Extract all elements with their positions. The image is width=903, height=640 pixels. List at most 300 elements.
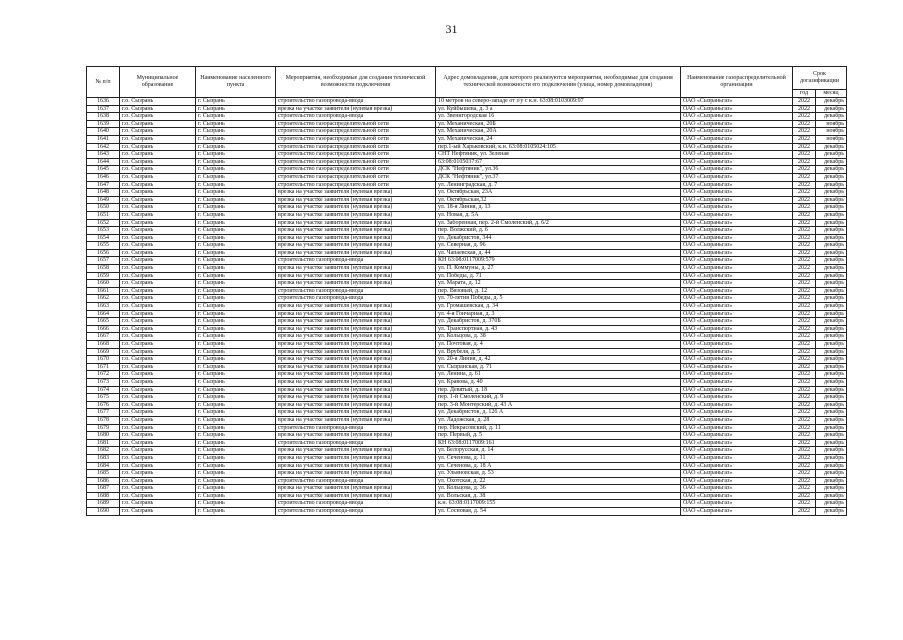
cell-municipality: г.о. Сызрань xyxy=(120,295,196,303)
cell-measure: строительство газопровода-ввода xyxy=(276,113,436,121)
cell-organization: ОАО «Сызраньгаз» xyxy=(681,310,793,318)
cell-num: 1687 xyxy=(87,485,120,493)
cell-num: 1674 xyxy=(87,386,120,394)
cell-num: 1652 xyxy=(87,219,120,227)
cell-year: 2022 xyxy=(793,348,816,356)
cell-municipality: г.о. Сызрань xyxy=(120,416,196,424)
cell-month: декабрь xyxy=(816,477,847,485)
cell-organization: ОАО «Сызраньгаз» xyxy=(681,196,793,204)
cell-settlement: г. Сызрань xyxy=(196,158,276,166)
cell-num: 1655 xyxy=(87,242,120,250)
cell-municipality: г.о. Сызрань xyxy=(120,356,196,364)
cell-address: СНТ Нефтяник, ул. Зеленая xyxy=(436,151,681,159)
cell-municipality: г.о. Сызрань xyxy=(120,128,196,136)
table-row xyxy=(87,500,847,508)
cell-measure: врезка на участке заявителя (нулевая врезка) xyxy=(276,394,436,402)
cell-measure: строительство газопровода-ввода xyxy=(276,257,436,265)
cell-settlement: г. Сызрань xyxy=(196,454,276,462)
cell-municipality: г.о. Сызрань xyxy=(120,135,196,143)
cell-year: 2022 xyxy=(793,409,816,417)
cell-year: 2022 xyxy=(793,325,816,333)
cell-municipality: г.о. Сызрань xyxy=(120,348,196,356)
cell-num: 1649 xyxy=(87,196,120,204)
cell-measure: врезка на участке заявителя (нулевая врезка) xyxy=(276,310,436,318)
header-measure: Мероприятия, необходимые для создания технической возможности подключения xyxy=(276,67,436,98)
cell-organization: ОАО «Сызраньгаз» xyxy=(681,386,793,394)
cell-settlement: г. Сызрань xyxy=(196,151,276,159)
header-settlement: Наименование населенного пункта xyxy=(196,67,276,98)
cell-num: 1646 xyxy=(87,173,120,181)
cell-num: 1665 xyxy=(87,318,120,326)
gasification-table xyxy=(86,66,847,516)
cell-num: 1662 xyxy=(87,295,120,303)
table-row xyxy=(87,242,847,250)
cell-measure: строительство газораспределительной сети xyxy=(276,128,436,136)
cell-address: ул. Транспортная, д. 43 xyxy=(436,325,681,333)
cell-measure: врезка на участке заявителя (нулевая врезка) xyxy=(276,401,436,409)
cell-municipality: г.о. Сызрань xyxy=(120,211,196,219)
cell-address: ул. Механическая, 20А xyxy=(436,128,681,136)
cell-address: ул. Октябрьская, 23А xyxy=(436,189,681,197)
cell-measure: врезка на участке заявителя (нулевая врезка) xyxy=(276,386,436,394)
cell-measure: строительство газораспределительной сети xyxy=(276,158,436,166)
cell-settlement: г. Сызрань xyxy=(196,416,276,424)
table-row xyxy=(87,386,847,394)
table-row xyxy=(87,280,847,288)
cell-num: 1637 xyxy=(87,105,120,113)
cell-organization: ОАО «Сызраньгаз» xyxy=(681,227,793,235)
cell-num: 1684 xyxy=(87,462,120,470)
table-row xyxy=(87,401,847,409)
cell-num: 1660 xyxy=(87,280,120,288)
cell-measure: строительство газораспределительной сети xyxy=(276,120,436,128)
cell-address: пер. Некрасовский, д. 11 xyxy=(436,424,681,432)
cell-measure: строительство газопровода-ввода xyxy=(276,424,436,432)
cell-address: ДСК "Нефтяник", ул.36 xyxy=(436,166,681,174)
header-municipality: Муниципальное образование xyxy=(120,67,196,98)
cell-organization: ОАО «Сызраньгаз» xyxy=(681,173,793,181)
cell-municipality: г.о. Сызрань xyxy=(120,219,196,227)
cell-year: 2022 xyxy=(793,356,816,364)
cell-month: декабрь xyxy=(816,151,847,159)
cell-organization: ОАО «Сызраньгаз» xyxy=(681,143,793,151)
cell-measure: врезка на участке заявителя (нулевая врезка) xyxy=(276,196,436,204)
cell-year: 2022 xyxy=(793,378,816,386)
cell-settlement: г. Сызрань xyxy=(196,135,276,143)
cell-measure: врезка на участке заявителя (нулевая врезка) xyxy=(276,189,436,197)
cell-measure: строительство газопровода-ввода xyxy=(276,477,436,485)
cell-month: ноябрь xyxy=(816,120,847,128)
cell-municipality: г.о. Сызрань xyxy=(120,310,196,318)
table-row xyxy=(87,120,847,128)
cell-municipality: г.о. Сызрань xyxy=(120,492,196,500)
cell-address: ул. 70-летия Победы, д. 5 xyxy=(436,295,681,303)
cell-measure: врезка на участке заявителя (нулевая врезка) xyxy=(276,242,436,250)
cell-month: декабрь xyxy=(816,462,847,470)
cell-year: 2022 xyxy=(793,189,816,197)
cell-year: 2022 xyxy=(793,341,816,349)
cell-measure: врезка на участке заявителя (нулевая врезка) xyxy=(276,470,436,478)
cell-settlement: г. Сызрань xyxy=(196,303,276,311)
cell-year: 2022 xyxy=(793,234,816,242)
cell-settlement: г. Сызрань xyxy=(196,325,276,333)
cell-settlement: г. Сызрань xyxy=(196,401,276,409)
cell-num: 1685 xyxy=(87,470,120,478)
cell-settlement: г. Сызрань xyxy=(196,386,276,394)
cell-settlement: г. Сызрань xyxy=(196,378,276,386)
cell-month: декабрь xyxy=(816,295,847,303)
cell-year: 2022 xyxy=(793,105,816,113)
cell-year: 2022 xyxy=(793,500,816,508)
cell-num: 1650 xyxy=(87,204,120,212)
cell-year: 2022 xyxy=(793,386,816,394)
cell-num: 1670 xyxy=(87,356,120,364)
table-row xyxy=(87,462,847,470)
cell-settlement: г. Сызрань xyxy=(196,462,276,470)
cell-year: 2022 xyxy=(793,447,816,455)
cell-organization: ОАО «Сызраньгаз» xyxy=(681,462,793,470)
cell-month: декабрь xyxy=(816,439,847,447)
cell-settlement: г. Сызрань xyxy=(196,287,276,295)
cell-organization: ОАО «Сызраньгаз» xyxy=(681,219,793,227)
header-num: № п/п xyxy=(87,67,120,98)
header-address: Адрес домовладения, для которого реализуются мероприятия, необходимые для создания технической возможности его подключения (улица, номер домовладения) xyxy=(436,67,681,98)
cell-municipality: г.о. Сызрань xyxy=(120,151,196,159)
cell-month: декабрь xyxy=(816,341,847,349)
cell-address: ул. Северная, д. 96 xyxy=(436,242,681,250)
cell-organization: ОАО «Сызраньгаз» xyxy=(681,303,793,311)
cell-settlement: г. Сызрань xyxy=(196,295,276,303)
cell-address: ул. Врубеля, д. 5 xyxy=(436,348,681,356)
cell-address: ул. 18-я Линия, д. 13 xyxy=(436,204,681,212)
cell-measure: врезка на участке заявителя (нулевая врезка) xyxy=(276,325,436,333)
cell-num: 1638 xyxy=(87,113,120,121)
cell-settlement: г. Сызрань xyxy=(196,470,276,478)
cell-month: декабрь xyxy=(816,485,847,493)
cell-organization: ОАО «Сызраньгаз» xyxy=(681,287,793,295)
table-row xyxy=(87,303,847,311)
cell-year: 2022 xyxy=(793,333,816,341)
cell-address: ул. Белорусская, д. 14 xyxy=(436,447,681,455)
cell-settlement: г. Сызрань xyxy=(196,204,276,212)
cell-organization: ОАО «Сызраньгаз» xyxy=(681,333,793,341)
cell-year: 2022 xyxy=(793,158,816,166)
cell-measure: врезка на участке заявителя (нулевая врезка) xyxy=(276,219,436,227)
cell-num: 1663 xyxy=(87,303,120,311)
cell-organization: ОАО «Сызраньгаз» xyxy=(681,181,793,189)
cell-organization: ОАО «Сызраньгаз» xyxy=(681,325,793,333)
cell-year: 2022 xyxy=(793,310,816,318)
cell-address: ул. 20-я Линия, д. 42 xyxy=(436,356,681,364)
cell-month: декабрь xyxy=(816,416,847,424)
cell-month: декабрь xyxy=(816,409,847,417)
cell-measure: строительство газопровода-ввода xyxy=(276,295,436,303)
cell-year: 2022 xyxy=(793,303,816,311)
cell-municipality: г.о. Сызрань xyxy=(120,508,196,516)
cell-year: 2022 xyxy=(793,401,816,409)
cell-settlement: г. Сызрань xyxy=(196,234,276,242)
cell-year: 2022 xyxy=(793,424,816,432)
cell-settlement: г. Сызрань xyxy=(196,181,276,189)
cell-year: 2022 xyxy=(793,318,816,326)
cell-num: 1664 xyxy=(87,310,120,318)
cell-address: ул. Кольцова, д. 38 xyxy=(436,333,681,341)
cell-address: ул. Чапаевская, д. 44 xyxy=(436,249,681,257)
table-row xyxy=(87,477,847,485)
cell-municipality: г.о. Сызрань xyxy=(120,341,196,349)
cell-municipality: г.о. Сызрань xyxy=(120,113,196,121)
cell-organization: ОАО «Сызраньгаз» xyxy=(681,485,793,493)
cell-year: 2022 xyxy=(793,120,816,128)
cell-address: ул. Новая, д. 5А xyxy=(436,211,681,219)
cell-num: 1659 xyxy=(87,272,120,280)
table-row xyxy=(87,394,847,402)
cell-measure: строительство газораспределительной сети xyxy=(276,181,436,189)
cell-measure: строительство газораспределительной сети xyxy=(276,135,436,143)
table-row xyxy=(87,409,847,417)
table-row xyxy=(87,211,847,219)
cell-organization: ОАО «Сызраньгаз» xyxy=(681,257,793,265)
cell-num: 1641 xyxy=(87,135,120,143)
cell-month: декабрь xyxy=(816,98,847,106)
cell-municipality: г.о. Сызрань xyxy=(120,477,196,485)
cell-measure: врезка на участке заявителя (нулевая врезка) xyxy=(276,356,436,364)
cell-address: ул. Вольская, д. 38 xyxy=(436,492,681,500)
cell-num: 1671 xyxy=(87,363,120,371)
cell-municipality: г.о. Сызрань xyxy=(120,272,196,280)
cell-settlement: г. Сызрань xyxy=(196,227,276,235)
cell-municipality: г.о. Сызрань xyxy=(120,401,196,409)
cell-settlement: г. Сызрань xyxy=(196,447,276,455)
header-deadline: Срок догазификации xyxy=(793,67,847,90)
cell-address: ул. Почтовая, д. 4 xyxy=(436,341,681,349)
cell-year: 2022 xyxy=(793,287,816,295)
cell-year: 2022 xyxy=(793,227,816,235)
cell-measure: врезка на участке заявителя (нулевая врезка) xyxy=(276,447,436,455)
cell-settlement: г. Сызрань xyxy=(196,257,276,265)
cell-organization: ОАО «Сызраньгаз» xyxy=(681,424,793,432)
cell-num: 1689 xyxy=(87,500,120,508)
cell-month: декабрь xyxy=(816,196,847,204)
table-row xyxy=(87,166,847,174)
cell-num: 1688 xyxy=(87,492,120,500)
cell-address: ул. Охотская, д. 22 xyxy=(436,477,681,485)
table-row xyxy=(87,363,847,371)
cell-municipality: г.о. Сызрань xyxy=(120,500,196,508)
cell-measure: врезка на участке заявителя (нулевая врезка) xyxy=(276,234,436,242)
cell-num: 1661 xyxy=(87,287,120,295)
cell-address: ул. Октябрьская,32 xyxy=(436,196,681,204)
cell-organization: ОАО «Сызраньгаз» xyxy=(681,249,793,257)
cell-num: 1640 xyxy=(87,128,120,136)
cell-year: 2022 xyxy=(793,508,816,516)
cell-municipality: г.о. Сызрань xyxy=(120,447,196,455)
cell-address: ул. Звенигородская 16 xyxy=(436,113,681,121)
cell-num: 1657 xyxy=(87,257,120,265)
cell-settlement: г. Сызрань xyxy=(196,508,276,516)
cell-settlement: г. Сызрань xyxy=(196,211,276,219)
table-header-row xyxy=(87,67,847,90)
cell-year: 2022 xyxy=(793,363,816,371)
table-row xyxy=(87,356,847,364)
cell-organization: ОАО «Сызраньгаз» xyxy=(681,265,793,273)
cell-organization: ОАО «Сызраньгаз» xyxy=(681,280,793,288)
cell-year: 2022 xyxy=(793,196,816,204)
cell-organization: ОАО «Сызраньгаз» xyxy=(681,98,793,106)
cell-municipality: г.о. Сызрань xyxy=(120,234,196,242)
cell-address: ул. Сеченова, д. 18 А xyxy=(436,462,681,470)
cell-organization: ОАО «Сызраньгаз» xyxy=(681,318,793,326)
cell-address: ДСК "Нефтяник", ул.37 xyxy=(436,173,681,181)
cell-num: 1673 xyxy=(87,378,120,386)
cell-year: 2022 xyxy=(793,204,816,212)
cell-measure: врезка на участке заявителя (нулевая врезка) xyxy=(276,303,436,311)
cell-num: 1668 xyxy=(87,341,120,349)
table-row xyxy=(87,181,847,189)
cell-municipality: г.о. Сызрань xyxy=(120,386,196,394)
table-row xyxy=(87,318,847,326)
cell-settlement: г. Сызрань xyxy=(196,249,276,257)
cell-year: 2022 xyxy=(793,242,816,250)
table-row xyxy=(87,508,847,516)
cell-num: 1642 xyxy=(87,143,120,151)
cell-municipality: г.о. Сызрань xyxy=(120,242,196,250)
cell-month: декабрь xyxy=(816,219,847,227)
cell-organization: ОАО «Сызраньгаз» xyxy=(681,432,793,440)
cell-address: 10 метров на северо-западе от з/у с к.н. 63:08:0103009:97 xyxy=(436,98,681,106)
cell-address: ул. Сосновая, д. 54 xyxy=(436,508,681,516)
cell-address: ул. Ладожская, д. 28 xyxy=(436,416,681,424)
cell-measure: врезка на участке заявителя (нулевая врезка) xyxy=(276,416,436,424)
cell-address: к.н. 63:08:0117009:155 xyxy=(436,500,681,508)
cell-organization: ОАО «Сызраньгаз» xyxy=(681,113,793,121)
cell-settlement: г. Сызрань xyxy=(196,492,276,500)
cell-month: декабрь xyxy=(816,492,847,500)
table-row xyxy=(87,196,847,204)
cell-settlement: г. Сызрань xyxy=(196,143,276,151)
table-row xyxy=(87,143,847,151)
cell-municipality: г.о. Сызрань xyxy=(120,378,196,386)
cell-organization: ОАО «Сызраньгаз» xyxy=(681,151,793,159)
cell-year: 2022 xyxy=(793,181,816,189)
cell-month: декабрь xyxy=(816,470,847,478)
cell-measure: строительство газораспределительной сети xyxy=(276,151,436,159)
table-row xyxy=(87,265,847,273)
table-row xyxy=(87,287,847,295)
cell-settlement: г. Сызрань xyxy=(196,477,276,485)
cell-address: пер. Первый, д. 5 xyxy=(436,432,681,440)
cell-month: декабрь xyxy=(816,325,847,333)
cell-measure: врезка на участке заявителя (нулевая врезка) xyxy=(276,341,436,349)
cell-year: 2022 xyxy=(793,416,816,424)
cell-year: 2022 xyxy=(793,470,816,478)
cell-num: 1678 xyxy=(87,416,120,424)
cell-measure: врезка на участке заявителя (нулевая врезка) xyxy=(276,204,436,212)
cell-address: ул. Ленина, д. 61 xyxy=(436,371,681,379)
cell-settlement: г. Сызрань xyxy=(196,272,276,280)
table-row xyxy=(87,295,847,303)
cell-municipality: г.о. Сызрань xyxy=(120,454,196,462)
cell-organization: ОАО «Сызраньгаз» xyxy=(681,470,793,478)
table-row xyxy=(87,98,847,106)
cell-municipality: г.о. Сызрань xyxy=(120,166,196,174)
cell-settlement: г. Сызрань xyxy=(196,219,276,227)
cell-municipality: г.о. Сызрань xyxy=(120,249,196,257)
cell-municipality: г.о. Сызрань xyxy=(120,173,196,181)
cell-municipality: г.о. Сызрань xyxy=(120,371,196,379)
cell-organization: ОАО «Сызраньгаз» xyxy=(681,189,793,197)
cell-month: декабрь xyxy=(816,166,847,174)
cell-year: 2022 xyxy=(793,265,816,273)
cell-measure: строительство газопровода-ввода xyxy=(276,500,436,508)
cell-num: 1683 xyxy=(87,454,120,462)
cell-organization: ОАО «Сызраньгаз» xyxy=(681,120,793,128)
cell-month: декабрь xyxy=(816,333,847,341)
cell-address: ул. 4-я Гончарная, д. 3 xyxy=(436,310,681,318)
cell-settlement: г. Сызрань xyxy=(196,333,276,341)
cell-num: 1647 xyxy=(87,181,120,189)
cell-month: декабрь xyxy=(816,310,847,318)
table-row xyxy=(87,470,847,478)
cell-address: пер. Вязовый, д. 12 xyxy=(436,287,681,295)
cell-num: 1645 xyxy=(87,166,120,174)
cell-measure: врезка на участке заявителя (нулевая врезка) xyxy=(276,280,436,288)
table-row xyxy=(87,227,847,235)
cell-address: ул. Механическая, 24 xyxy=(436,135,681,143)
cell-address: 63:08:0105037:67 xyxy=(436,158,681,166)
cell-year: 2022 xyxy=(793,151,816,159)
cell-num: 1675 xyxy=(87,394,120,402)
cell-month: декабрь xyxy=(816,508,847,516)
cell-measure: врезка на участке заявителя (нулевая врезка) xyxy=(276,249,436,257)
cell-organization: ОАО «Сызраньгаз» xyxy=(681,348,793,356)
cell-num: 1680 xyxy=(87,432,120,440)
cell-address: пер. 1-й Смоленский, д. 9 xyxy=(436,394,681,402)
cell-measure: врезка на участке заявителя (нулевая врезка) xyxy=(276,265,436,273)
cell-num: 1666 xyxy=(87,325,120,333)
cell-municipality: г.о. Сызрань xyxy=(120,439,196,447)
cell-address: ул. Механическая, 20Б xyxy=(436,120,681,128)
cell-num: 1667 xyxy=(87,333,120,341)
cell-num: 1636 xyxy=(87,98,120,106)
cell-measure: строительство газораспределительной сети xyxy=(276,143,436,151)
cell-settlement: г. Сызрань xyxy=(196,341,276,349)
cell-settlement: г. Сызрань xyxy=(196,173,276,181)
header-month: месяц xyxy=(816,90,847,98)
table-row xyxy=(87,325,847,333)
cell-measure: врезка на участке заявителя (нулевая врезка) xyxy=(276,318,436,326)
cell-month: декабрь xyxy=(816,158,847,166)
cell-settlement: г. Сызрань xyxy=(196,432,276,440)
cell-municipality: г.о. Сызрань xyxy=(120,105,196,113)
cell-municipality: г.о. Сызрань xyxy=(120,196,196,204)
cell-measure: строительство газопровода-ввода xyxy=(276,508,436,516)
cell-year: 2022 xyxy=(793,394,816,402)
cell-address: ул. Декабристов, 344 xyxy=(436,234,681,242)
cell-settlement: г. Сызрань xyxy=(196,242,276,250)
cell-organization: ОАО «Сызраньгаз» xyxy=(681,401,793,409)
cell-month: декабрь xyxy=(816,227,847,235)
cell-month: декабрь xyxy=(816,447,847,455)
cell-organization: ОАО «Сызраньгаз» xyxy=(681,341,793,349)
cell-year: 2022 xyxy=(793,295,816,303)
cell-organization: ОАО «Сызраньгаз» xyxy=(681,454,793,462)
cell-organization: ОАО «Сызраньгаз» xyxy=(681,363,793,371)
cell-organization: ОАО «Сызраньгаз» xyxy=(681,211,793,219)
cell-month: декабрь xyxy=(816,386,847,394)
cell-municipality: г.о. Сызрань xyxy=(120,432,196,440)
cell-measure: врезка на участке заявителя (нулевая врезка) xyxy=(276,462,436,470)
